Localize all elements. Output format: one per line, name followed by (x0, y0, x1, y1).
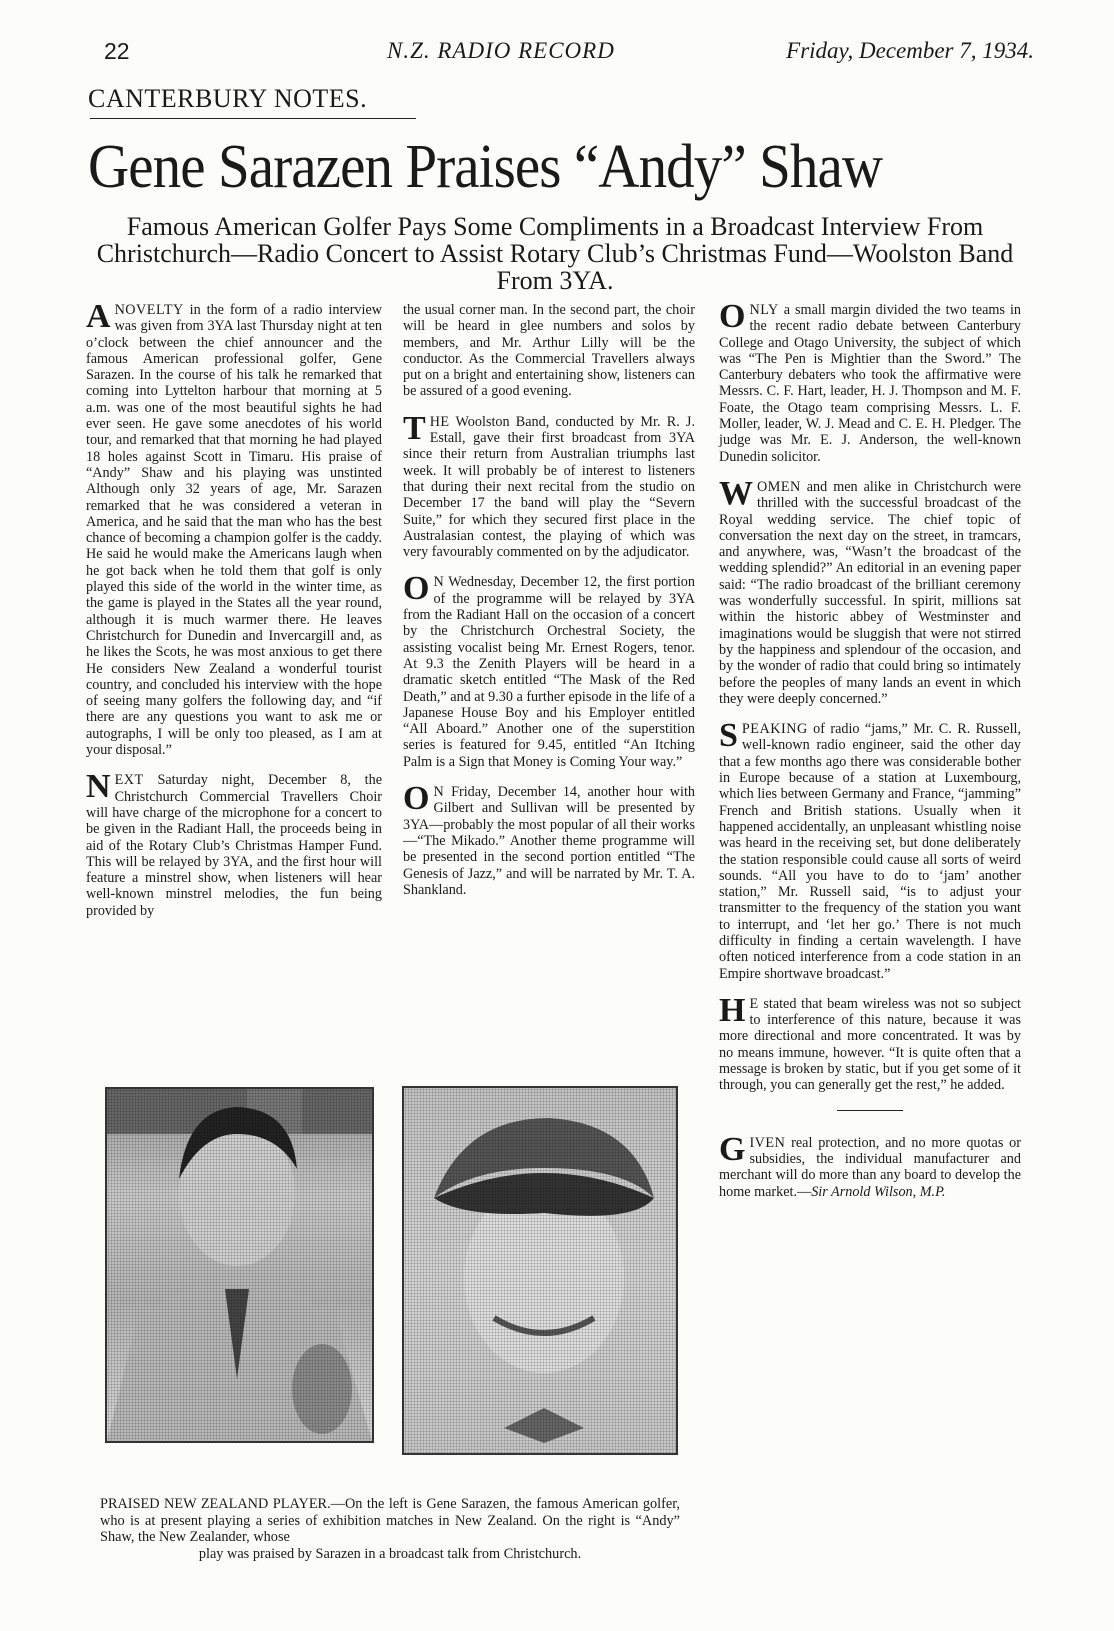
lead-word: HE (429, 413, 450, 430)
article-text: stated that beam wireless was not so subject to interference of this nature, because it was more directional and more concentrated. It was by no means immune, however. “It is quite often that a message is broken by static, but if you get some of it through, you can generally get the rest,” he added. (719, 995, 1021, 1094)
article-radio-jams (719, 717, 1021, 982)
page-number: 22 (104, 38, 130, 64)
lead-word: NOVELTY (114, 302, 184, 318)
column-2 (403, 302, 695, 912)
article-text: in the form of a radio interview was given from 3YA last Thursday night at ten o’clock between the chief announcer and the famous American professional golfer, Gene Sarazen. In the course of his talk he remarked that coming into Lyttelton harbour that morning at 5 a.m. was one of the most beautiful sights he had ever seen. He gave some anecdotes of his world tour, and remarked that that morning he had played 18 holes against Scott in Timaru. His praise of “Andy” Shaw and his playing was unstinted Although only 32 years of age, Mr. Sarazen remarked that he was considered a veteran in America, and he said that the man who has the best chance of becoming a champion golfer is the caddy. He said he would make the Americans laugh when he got back when he told them that golf is only played this side of the world in the winter time, as the game is played in the States all the year round, although it is much warmer there. He leaves Christchurch for Dunedin and Invercargill and, as he likes the Scots, he was most anxious to get there He considers New Zealand a wonderful tourist country, and concluded his interview with the hope of seeing many golfers the following day, and “if there are any questions you want to ask me or autographs, I will be only too pleased, as I am at your disposal.” (86, 302, 382, 759)
article-given (719, 1130, 1021, 1200)
attribution: Sir Arnold Wilson, M.P. (811, 1183, 946, 1200)
article-woolston-band (403, 409, 695, 561)
drop-cap: A (86, 298, 111, 335)
drop-cap: O (403, 780, 430, 818)
lead-word: N (433, 784, 445, 801)
lead-word: N (433, 574, 445, 591)
article-text: of radio “jams,” Mr. C. R. Russell, well-known radio engineer, said the other day that a few months ago there was considerable bother in Europe because of a station at Luxembourg, which lies between Germany and France, “jamming” French and British stations. Usually when it happened accidentally, an unpleasant whistling noise was heard in the receiving set, but done deliberately the station responsible could cause all sorts of weird sounds. “All you have to do to ‘jam’ another station,” Mr. Russell said, “is to adjust your transmitter to the frequency of the station you want to interrupt, and ‘let her go.’ There is not much difficulty in finding a certain wavelength. I have often noticed interference from a code station in an Empire shortwave broadcast.” (719, 721, 1021, 982)
article-royal-wedding (719, 474, 1021, 707)
drop-cap: O (719, 298, 746, 335)
article-novelty (86, 298, 382, 759)
section-underline (90, 118, 416, 119)
section-title: CANTERBURY NOTES. (88, 84, 368, 113)
lead-word: IVEN (749, 1134, 786, 1151)
divider-rule (837, 1110, 903, 1111)
drop-cap: N (86, 768, 111, 806)
article-text: Wednesday, December 12, the first portion of the programme will be relayed by 3YA from the Radiant Hall on the occasion of a concert by the Christchurch Orchestral Society, the assisting vocalist being Mr. Ernest Rogers, tenor. At 9.3 the Zenith Players will be heard in a dramatic sketch entitled “The Mask of the Red Death,” and at 9.30 a further episode in the life of a Japanese House Boy and his Employer entitled “All Aboard.” Another one of the superstition series is featured for 9.45, entitled “An Itching Palm is a Sign that Money is Coming Your way.” (403, 574, 695, 770)
drop-cap: S (719, 717, 738, 755)
lead-word: EXT (114, 772, 144, 789)
photo-andy-shaw (402, 1086, 678, 1455)
column-3 (719, 298, 1021, 1214)
drop-cap: G (719, 1130, 746, 1168)
masthead (104, 38, 1034, 68)
article-beam-wireless (719, 991, 1021, 1094)
issue-date: Friday, December 7, 1934. (786, 38, 1034, 63)
article-text: Friday, December 14, another hour with Gilbert and Sullivan will be presented by 3YA—probably the most popular of all their works—“The Mikado.” Another theme programme will be presented in the second portion entitled “The Genesis of Jazz,” and will be narrated by Mr. T. A. Shankland. (403, 784, 695, 898)
publication-title: N.Z. RADIO RECORD (387, 38, 615, 63)
article-text: Saturday night, December 8, the Christchurch Commercial Travellers Choir will have charge of the microphone for a concert to be given in the Radiant Hall, the proceeds being in aid of the Rotary Club’s Christmas Hamper Fund. This will be relayed by 3YA, and the first hour will feature a minstrel show, when listeners will hear well-known minstrel melodies, the fun being provided by (86, 772, 382, 919)
caption-lead: PRAISED NEW ZEALAND PLAYER. (100, 1496, 331, 1512)
article-text: a small margin divided the two teams in the recent radio debate between Canterbury College and Otago University, the subject of which was “The Pen is Mightier than the Sword.” The Canterbury debaters who took the affirmative were Messrs. C. F. Hart, leader, H. J. Thompson and M. F. Foate, the Otago team comprising Messrs. L. F. Moller, leader, W. J. Mead and C. E. H. Pledger. The judge was Mr. E. J. Anderson, the well-known Dunedin solicitor. (719, 302, 1021, 465)
article-text: the usual corner man. In the second part, the choir will be heard in glee numbers and solos by members, and Mr. Arthur Lilly will be the conductor. As the Commercial Travellers always put on a bright and entertaining show, listeners can be assured of a good evening. (403, 302, 695, 400)
article-debate (719, 298, 1021, 465)
article-text: real protection, and no more quotas or subsidies, the individual manufacturer and merchant will do more than any board to develop the home market.— (719, 1134, 1021, 1200)
headline: Gene Sarazen Praises “Andy” Shaw (88, 133, 883, 201)
article-continuation (403, 302, 695, 400)
subheadline: Famous American Golfer Pays Some Compliments in a Broadcast Interview From Christchurch—Radio Concert to Assist Rotary Club’s Christmas Fund—Woolston Band From 3YA. (96, 212, 1014, 295)
drop-cap: H (719, 991, 746, 1029)
article-wednesday (403, 570, 695, 770)
halftone-overlay (107, 1089, 372, 1441)
article-next-saturday (86, 768, 382, 919)
halftone-overlay (404, 1088, 676, 1453)
lead-word: PEAKING (741, 721, 808, 738)
lead-word: E (749, 995, 759, 1012)
drop-cap: O (403, 570, 430, 608)
article-friday (403, 780, 695, 898)
caption-body: —On the left is Gene Sarazen, the famous American golfer, who is at present playing a series of exhibition matches in New Zealand. On the right is “Andy” Shaw, the New Zealander, whose (100, 1496, 680, 1545)
column-1 (86, 298, 382, 933)
article-text: and men alike in Christchurch were thrilled with the successful broadcast of the Royal wedding service. The chief topic of conversation the next day on the street, in tramcars, and anywhere, was, “Wasn’t the broadcast of the wedding splendid?” An editorial in an evening paper said: “The radio broadcast of the brilliant ceremony was wonderfully successful. In spirit, millions sat within the historic abbey of Westminster and imaginations would be sluggish that were not stirred by the happiness and splendour of the occasion, and by the wonder of radio that could bring so intimately before the peoples of many lands an event in which they were deeply concerned.” (719, 478, 1021, 707)
lead-word: OMEN (757, 478, 801, 495)
article-text: Woolston Band, conducted by Mr. R. J. Estall, gave their first broadcast from 3YA since their return from Australian triumphs last week. It will probably be of interest to listeners that during their next recital from the studio on December 17 the band will play the “Severn Suite,” for which they secured first place in the Australasian contest, the playing of which was very favourably commented on by the adjudicator. (403, 413, 695, 561)
drop-cap: T (403, 409, 426, 447)
photo-caption (100, 1496, 680, 1562)
photo-gene-sarazen (105, 1087, 374, 1443)
caption-last-line: play was praised by Sarazen in a broadcast talk from Christchurch. (198, 1545, 582, 1562)
lead-word: NLY (749, 302, 779, 318)
drop-cap: W (719, 474, 753, 512)
